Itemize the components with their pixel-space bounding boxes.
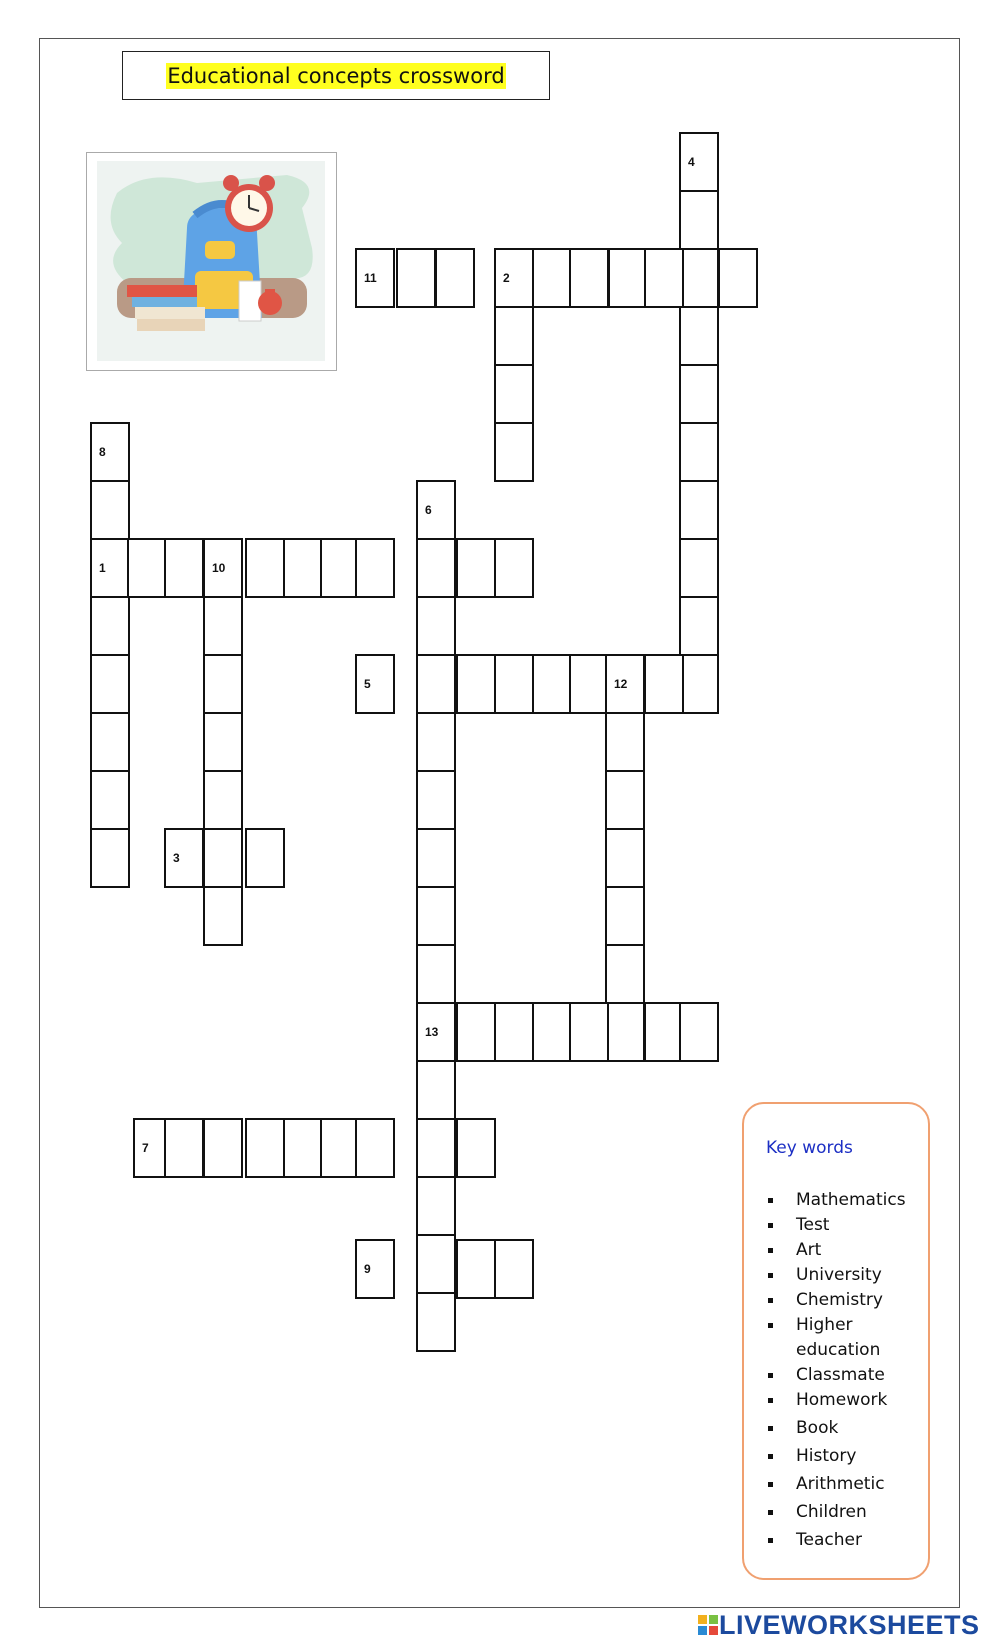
liveworksheets-brand: [697, 1609, 980, 1640]
crossword-cell[interactable]: [417, 539, 455, 597]
key-word-item: Homework: [766, 1388, 926, 1413]
crossword-cell[interactable]: [356, 1240, 394, 1298]
crossword-cell[interactable]: [495, 365, 533, 423]
crossword-cell[interactable]: [204, 713, 242, 771]
crossword-cell[interactable]: [570, 249, 608, 307]
clue-number: 4: [688, 155, 695, 169]
clue-number: 10: [212, 561, 226, 575]
crossword-cell[interactable]: [719, 249, 757, 307]
crossword-cell[interactable]: [680, 539, 718, 597]
clue-number: 11: [364, 271, 377, 285]
clue-number: 12: [614, 677, 628, 691]
crossword-cell[interactable]: [457, 1240, 495, 1298]
crossword-cell[interactable]: [495, 539, 533, 597]
key-word-item: Children: [766, 1500, 926, 1525]
crossword-cell[interactable]: [645, 1003, 683, 1061]
clue-number: 9: [364, 1262, 371, 1276]
crossword-cell[interactable]: [495, 1003, 533, 1061]
crossword-cell[interactable]: [680, 423, 718, 481]
crossword-cell[interactable]: [680, 597, 718, 655]
crossword-cell[interactable]: [91, 713, 129, 771]
crossword-cell[interactable]: [204, 887, 242, 945]
key-word-item: Teacher: [766, 1528, 926, 1553]
crossword-cell[interactable]: [204, 655, 242, 713]
crossword-cell[interactable]: [533, 1003, 571, 1061]
crossword-cell[interactable]: [495, 1240, 533, 1298]
crossword-cell[interactable]: [91, 597, 129, 655]
crossword-cell[interactable]: [680, 133, 718, 191]
crossword-cell[interactable]: [246, 539, 284, 597]
crossword-cell[interactable]: [165, 829, 203, 887]
key-word-item: Art: [766, 1238, 926, 1263]
clue-number: 6: [425, 503, 432, 517]
crossword-cell[interactable]: [397, 249, 435, 307]
crossword-cell[interactable]: [417, 1119, 455, 1177]
crossword-cell[interactable]: [91, 481, 129, 539]
crossword-cell[interactable]: [645, 655, 683, 713]
key-word-item: Test: [766, 1213, 926, 1238]
key-word-item: Chemistry: [766, 1288, 926, 1313]
clue-number: 1: [99, 561, 106, 575]
clue-number: 5: [364, 677, 371, 691]
crossword-cell[interactable]: [417, 713, 455, 771]
clue-number: 7: [142, 1141, 149, 1155]
crossword-cell[interactable]: [246, 829, 284, 887]
crossword-cell[interactable]: [204, 597, 242, 655]
crossword-cell[interactable]: [680, 1003, 718, 1061]
crossword-cell[interactable]: [417, 597, 455, 655]
crossword-cell[interactable]: [417, 887, 455, 945]
crossword-cell[interactable]: [417, 1235, 455, 1293]
key-word-item: Mathematics: [766, 1188, 926, 1213]
crossword-cell[interactable]: [417, 1177, 455, 1235]
crossword-cell[interactable]: [457, 539, 495, 597]
crossword-cell[interactable]: [457, 1119, 495, 1177]
crossword-cell[interactable]: [91, 655, 129, 713]
crossword-cell[interactable]: [91, 829, 129, 887]
crossword-cell[interactable]: [606, 771, 644, 829]
crossword-cell[interactable]: [606, 945, 644, 1003]
crossword-cell[interactable]: [645, 249, 683, 307]
key-word-item: Book: [766, 1416, 926, 1441]
clue-number: 13: [425, 1025, 439, 1039]
key-words-title: Key words: [766, 1138, 853, 1158]
crossword-cell[interactable]: [417, 481, 455, 539]
crossword-cell[interactable]: [91, 423, 129, 481]
key-word-item: History: [766, 1444, 926, 1469]
key-words-list: [766, 1188, 926, 1553]
crossword-cell[interactable]: [417, 945, 455, 1003]
crossword-cell[interactable]: [680, 307, 718, 365]
crossword-cell[interactable]: [680, 481, 718, 539]
crossword-cell[interactable]: [570, 1003, 608, 1061]
crossword-cell[interactable]: [606, 713, 644, 771]
crossword-cell[interactable]: [356, 1119, 394, 1177]
crossword-cell[interactable]: [284, 539, 322, 597]
crossword-cell[interactable]: [609, 249, 647, 307]
crossword-cell[interactable]: [570, 655, 608, 713]
crossword-cell[interactable]: [417, 655, 455, 713]
clue-number: 2: [503, 271, 510, 285]
key-word-item: Higher education: [766, 1313, 926, 1363]
crossword-cell[interactable]: [417, 1293, 455, 1351]
crossword-cell[interactable]: [321, 1119, 359, 1177]
crossword-cell[interactable]: [91, 771, 129, 829]
clue-number: 8: [99, 445, 106, 459]
crossword-cell[interactable]: [457, 1003, 495, 1061]
crossword-cell[interactable]: [246, 1119, 284, 1177]
crossword-cell[interactable]: [128, 539, 166, 597]
crossword-cell[interactable]: [204, 1119, 242, 1177]
crossword-cell[interactable]: [680, 365, 718, 423]
key-word-item: University: [766, 1263, 926, 1288]
crossword-cell[interactable]: [680, 249, 718, 307]
crossword-cell[interactable]: [356, 655, 394, 713]
crossword-cell[interactable]: [606, 829, 644, 887]
crossword-cell[interactable]: [495, 249, 533, 307]
crossword-cell[interactable]: [495, 307, 533, 365]
key-word-item: Classmate: [766, 1363, 926, 1388]
crossword-cell[interactable]: [165, 539, 203, 597]
crossword-cell[interactable]: [417, 1061, 455, 1119]
crossword-cell[interactable]: [457, 655, 495, 713]
crossword-cell[interactable]: [495, 655, 533, 713]
crossword-cell[interactable]: [495, 423, 533, 481]
crossword-cell[interactable]: [284, 1119, 322, 1177]
crossword-cell[interactable]: [204, 829, 242, 887]
crossword-cell[interactable]: [356, 539, 394, 597]
key-word-item: Arithmetic: [766, 1472, 926, 1497]
crossword-cell[interactable]: [204, 771, 242, 829]
crossword-cell[interactable]: [436, 249, 474, 307]
crossword-cell[interactable]: [165, 1119, 203, 1177]
brand-name: LIVEWORKSHEETS: [719, 1609, 980, 1640]
crossword-cell[interactable]: [417, 829, 455, 887]
crossword-cell[interactable]: [417, 771, 455, 829]
crossword-cell[interactable]: [680, 191, 718, 249]
crossword-cell[interactable]: [533, 655, 571, 713]
crossword-cell[interactable]: [680, 655, 718, 713]
crossword-cell[interactable]: [606, 887, 644, 945]
worksheet-title: Educational concepts crossword: [167, 63, 505, 88]
clue-number: 3: [173, 851, 180, 865]
liveworksheets-logo-icon: [697, 1614, 719, 1636]
crossword-cell[interactable]: [91, 539, 129, 597]
key-words-box: [742, 1102, 930, 1580]
crossword-cell[interactable]: [606, 1003, 644, 1061]
crossword-cell[interactable]: [533, 249, 571, 307]
crossword-cell[interactable]: [321, 539, 359, 597]
